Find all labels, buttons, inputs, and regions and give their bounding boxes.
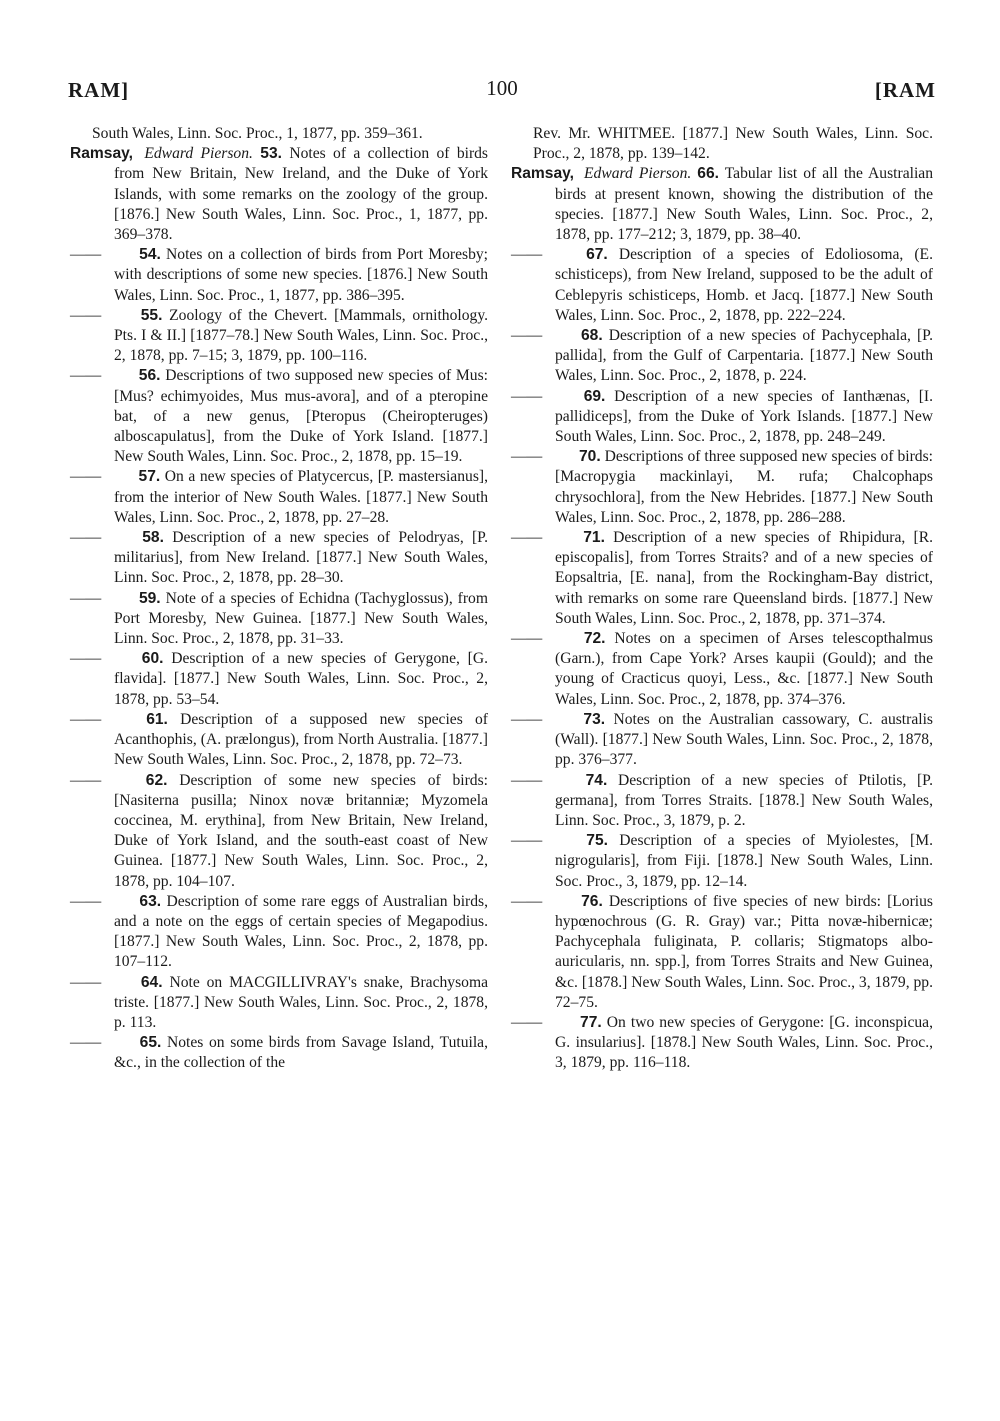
right-column — [511, 124, 934, 1074]
bibliography-entry — [70, 366, 488, 467]
entry-number: 73. — [583, 710, 606, 728]
entry-number: 77. — [580, 1013, 602, 1031]
ditto-dash: —— — [70, 892, 102, 910]
bibliography-entry — [511, 710, 933, 771]
ditto-dash: —— — [70, 1034, 102, 1052]
entry-text: Tabular list of all the Australian birds at present known, showing the distribution of the species. [1877.] New South Wales, Linn. Soc. Proc., 2, 1878, pp. 177–212; 3, 1879, pp. 38–40. — [555, 165, 934, 244]
bibliography-entry — [70, 467, 488, 528]
bibliography-entry — [511, 892, 933, 1013]
ditto-dash: —— — [511, 771, 543, 789]
bibliography-entry — [511, 831, 933, 892]
page-header — [68, 74, 936, 108]
entry-text: Description of a new species of Gerygone, [G. flavida]. [1877.] New South Wales, Linn. Soc. Proc., 2, 1878, pp. 53–54. — [114, 650, 489, 708]
bibliography-entry — [511, 1013, 934, 1074]
entry-number: 66. — [697, 165, 719, 183]
bibliography-entry — [511, 528, 933, 629]
bibliography-entry — [511, 447, 934, 528]
bibliography-entry — [511, 326, 933, 387]
entry-text: Description of a species of Myiolestes, [M. nigrogularis], from Fiji. [1878.] New South Wales, Linn. Soc. Proc., 3, 1879, pp. 12–14. — [555, 832, 933, 890]
entry-text: On a new species of Platycercus, [P. mastersianus], from the interior of New South Wales. [1877.] New South Wales, Linn. Soc. Proc., 2, 1878, pp. 27–28. — [114, 468, 488, 526]
header-right: [RAM — [874, 78, 936, 102]
ditto-dash: —— — [511, 832, 543, 850]
ditto-dash: —— — [70, 246, 102, 264]
bibliography-entry — [70, 771, 488, 892]
entry-text: Description of a supposed new species of Acanthophis, (A. prælongus), from North Australia. [1877.] New South Wales, Linn. Soc. Proc., 2, 1878, pp. 72–73. — [114, 710, 488, 769]
entry-text: Rev. Mr. WHITMEE. [1877.] New South Wales, Linn. Soc. Proc., 2, 1878, pp. 139–142. — [533, 125, 933, 163]
entry-number: 69. — [583, 387, 606, 405]
bibliography-entry — [70, 245, 488, 306]
entry-text: Descriptions of five species of new birds: [Lorius hypœnochrous (G. R. Gray) var.; Pitta novæ-hibernicæ; Pachycephala fuliginata, P. collaris; Stigmatops albo-auricularis, nn. spp.], from Torres Straits and New Guinea, &c. [1878.] New South Wales, Linn. Soc. Proc., 3, 1879, pp. 72–75. — [555, 892, 933, 1011]
entry-number: 65. — [139, 1034, 162, 1052]
entry-number: 68. — [581, 327, 603, 345]
entry-text: Description of a new species of Ptilotis, [P. germana], from Torres Straits. [1878.] New South Wales, Linn. Soc. Proc., 3, 1879, p. 2. — [555, 771, 934, 829]
entry-number: 59. — [138, 589, 161, 607]
entry-text: Descriptions of three supposed new species of birds: [Macropygia mackinlayi, M. rufa; Chalcophaps chrysochlora], from the New Hebrides. [1877.] New South Wales, Linn. Soc. Proc., 2, 1878, pp. 286–288. — [555, 448, 934, 526]
header-left: RAM] — [68, 78, 130, 102]
author-given-name: Edward Pierson. — [144, 145, 253, 163]
bibliography-entry — [70, 649, 489, 710]
ditto-dash: —— — [70, 771, 102, 789]
bibliography-entry — [70, 528, 488, 589]
entry-number: 60. — [141, 650, 164, 668]
bibliography-entry — [70, 144, 489, 245]
entry-text: Note of a species of Echidna (Tachyglossus), from Port Moresby, New Guinea. [1877.] New South Wales, Linn. Soc. Proc., 2, 1878, pp. 31–33. — [114, 589, 488, 648]
ditto-dash: —— — [70, 306, 102, 324]
entry-number: 55. — [140, 306, 163, 324]
entry-continuation — [533, 124, 933, 164]
ditto-dash: —— — [70, 710, 102, 728]
entry-text: Notes on some birds from Savage Island, Tutuila, &c., in the collection of the — [114, 1034, 488, 1072]
entry-number: 67. — [586, 246, 608, 264]
entry-number: 71. — [583, 529, 605, 547]
entry-number: 53. — [260, 145, 282, 163]
ditto-dash: —— — [70, 529, 102, 547]
entry-text: Notes on a specimen of Arses telescopthalmus (Garn.), from Cape York? Arses kaupii (Gould); and the young of Cracticus quoyi, Less., &c. [1877.] New South Wales, Linn. Soc. Proc., 2, 1878, pp. 374–376. — [555, 630, 933, 708]
page-number: 100 — [486, 76, 518, 100]
left-column — [70, 124, 489, 1074]
entry-text: Zoology of the Chevert. [Mammals, ornithology. Pts. I & II.] [1877–78.] New South Wales, Linn. Soc. Proc., 2, 1878, pp. 7–15; 3, 1879, pp. 100–116. — [114, 306, 489, 365]
ditto-dash: —— — [511, 327, 543, 345]
bibliography-entry — [70, 306, 489, 367]
bibliography-entry — [70, 973, 488, 1034]
entry-text: Note on MACGILLIVRAY's snake, Brachysoma triste. [1877.] New South Wales, Linn. Soc. Proc., 2, 1878, p. 113. — [114, 973, 488, 1031]
entry-text: Description of a new species of Rhipidura, [R. episcopalis], from Torres Straits? and of a new species of Eopsaltria, [E. nana], from the Rockingham-Bay district, with remarks on some rare Queensland birds. [1877.] New South Wales, Linn. Soc. Proc., 2, 1878, pp. 371–374. — [555, 529, 933, 627]
entry-text: Description of a new species of Pelodryas, [P. militarius], from New Ireland. [1877.] New South Wales, Linn. Soc. Proc., 2, 1878, pp. 28–30. — [114, 529, 488, 587]
author-name: Ramsay, — [511, 165, 574, 183]
bibliography-entry — [511, 771, 934, 832]
ditto-dash: —— — [70, 589, 102, 607]
bibliography-entry — [511, 245, 933, 326]
entry-text: Description of a species of Edoliosoma, (E. schisticeps), from New Ireland, supposed to be the adult of Ceblepyris schisticeps, Homb. et Jacq. [1877.] New South Wales, Linn. Soc. Proc., 2, 1878, pp. 222–224. — [555, 246, 933, 324]
entry-text: Description of some rare eggs of Australian birds, and a note on the eggs of certain species of Megapodius. [1877.] New South Wales, Linn. Soc. Proc., 2, 1878, pp. 107–112. — [114, 892, 488, 971]
entry-number: 61. — [146, 710, 168, 728]
entry-number: 56. — [138, 367, 161, 385]
ditto-dash: —— — [511, 1013, 543, 1031]
entry-text: Notes on the Australian cassowary, C. australis (Wall). [1877.] New South Wales, Linn. Soc. Proc., 2, 1878, pp. 376–377. — [555, 710, 933, 769]
entry-number: 62. — [145, 771, 168, 789]
entry-number: 72. — [583, 630, 606, 648]
entry-number: 63. — [139, 892, 162, 910]
author-given-name: Edward Pierson. — [584, 165, 692, 183]
entry-number: 57. — [138, 468, 161, 486]
bibliography-entry — [511, 164, 934, 245]
ditto-dash: —— — [511, 387, 543, 405]
ditto-dash: —— — [511, 246, 543, 264]
ditto-dash: —— — [511, 448, 543, 466]
ditto-dash: —— — [511, 630, 543, 648]
entry-text: Notes on a collection of birds from Port Moresby; with descriptions of some new species. [1876.] New South Wales, Linn. Soc. Proc., 1, 1877, pp. 386–395. — [114, 246, 488, 304]
entry-number: 58. — [142, 529, 164, 547]
ditto-dash: —— — [511, 710, 543, 728]
entry-text: Notes of a collection of birds from New Britain, New Ireland, and the Duke of York Islands, with some remarks on the zoology of the group. [1876.] New South Wales, Linn. Soc. Proc., 1, 1877, pp. 369–378. — [114, 145, 489, 244]
entry-number: 64. — [140, 973, 163, 991]
bibliography-entry — [70, 589, 488, 650]
entry-number: 75. — [586, 832, 608, 850]
bibliography-entry — [70, 1033, 488, 1073]
author-name: Ramsay, — [70, 145, 133, 163]
bibliography-entry — [511, 629, 933, 710]
entry-text: South Wales, Linn. Soc. Proc., 1, 1877, pp. 359–361. — [92, 125, 423, 142]
ditto-dash: —— — [511, 529, 543, 547]
bibliography-entry — [511, 387, 933, 448]
bibliography-entry — [70, 710, 488, 771]
entry-number: 76. — [581, 892, 603, 910]
entry-text: Description of some new species of birds: [Nasiterna pusilla; Ninox novæ britanniæ; Myzomela coccinea, M. erythina], from New Britain, New Ireland, Duke of York Island, and the south-east coast of New Guinea. [1877.] New South Wales, Linn. Soc. Proc., 2, 1878, pp. 104–107. — [114, 771, 488, 890]
bibliography-entry — [70, 892, 488, 973]
ditto-dash: —— — [70, 973, 102, 991]
ditto-dash: —— — [70, 468, 102, 486]
entry-number: 74. — [585, 771, 608, 789]
entry-number: 54. — [139, 246, 161, 264]
ditto-dash: —— — [70, 650, 102, 668]
ditto-dash: —— — [511, 892, 543, 910]
entry-text: Descriptions of two supposed new species of Mus: [Mus? echimyoides, Mus mus-avora], and of a pteropine bat, of a new genus, [Pteropus (Cheiropteruges) alboscapulatus], from the Duke of York Island. [1877.] New South Wales, Linn. Soc. Proc., 2, 1878, pp. 15–19. — [114, 367, 488, 466]
entry-text: Description of a new species of Pachycephala, [P. pallida], from the Gulf of Carpentaria. [1877.] New South Wales, Linn. Soc. Proc., 2, 1878, p. 224. — [555, 327, 933, 385]
ditto-dash: —— — [70, 367, 102, 385]
entry-number: 70. — [578, 448, 601, 466]
entry-text: Description of a new species of Ianthænas, [I. pallidiceps], from the Duke of York Islands. [1877.] New South Wales, Linn. Soc. Proc., 2, 1878, pp. 248–249. — [555, 387, 933, 446]
entry-continuation — [92, 124, 488, 144]
entry-text: On two new species of Gerygone: [G. inconspicua, G. insularius]. [1878.] New South Wales, Linn. Soc. Proc., 3, 1879, pp. 116–118. — [555, 1013, 934, 1072]
